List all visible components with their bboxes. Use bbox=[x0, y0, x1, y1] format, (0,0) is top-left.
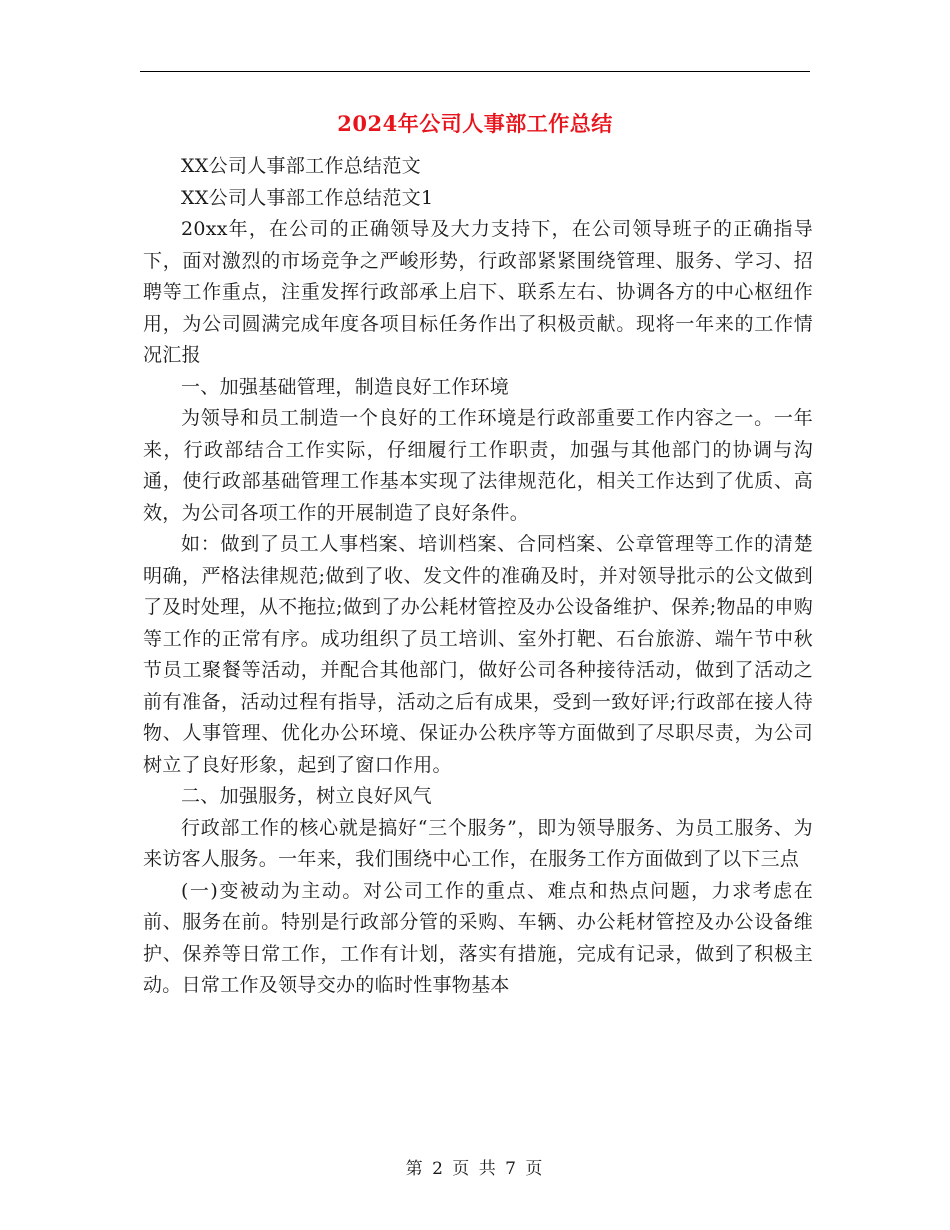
paragraph-section-1: 为领导和员工制造一个良好的工作环境是行政部重要工作内容之一。一年来，行政部结合工作实际，仔细履行工作职责，加强与其他部门的协调与沟通，使行政部基础管理工作基本实现了法律规范化，相关工作达到了优质、高效，为公司各项工作的开展制造了良好条件。 bbox=[143, 407, 813, 524]
paragraph-subtitle-1: XX公司人事部工作总结范文1 bbox=[181, 186, 434, 209]
paragraph-section-1-examples: 如：做到了员工人事档案、培训档案、合同档案、公章管理等工作的清楚明确，严格法律规范;做到了收、发文件的准确及时，并对领导批示的公文做到了及时处理，从不拖拉;做到了办公耗材管控及办公设备维护、保养;物品的申购等工作的正常有序。成功组织了员工培训、室外打靶、石台旅游、端午节中秋节员工聚餐等活动，并配合其他部门，做好公司各种接待活动，做到了活动之前有准备，活动过程有指导，活动之后有成果，受到一致好评;行政部在接人待物、人事管理、优化办公环境、保证办公秩序等方面做到了尽职尽责，为公司树立了良好形象，起到了窗口作用。 bbox=[143, 533, 813, 776]
paragraph-section-2-point-1: (一)变被动为主动。对公司工作的重点、难点和热点问题，力求考虑在前、服务在前。特别是行政部分管的采购、车辆、办公耗材管控及办公设备维护、保养等日常工作，工作有计划，落实有措施，完成有记录，做到了积极主动。日常工作及领导交办的临时性事物基本 bbox=[143, 879, 813, 996]
paragraph-section-2: 行政部工作的核心就是搞好“三个服务”，即为领导服务、为员工服务、为来访客人服务。一年来，我们围绕中心工作，在服务工作方面做到了以下三点 bbox=[143, 816, 813, 870]
header-rule bbox=[140, 71, 810, 72]
section-heading-2: 二、加强服务，树立良好风气 bbox=[181, 785, 432, 807]
page-number: 第 2 页 共 7 页 bbox=[405, 1159, 545, 1179]
document-title: 2024年公司人事部工作总结 bbox=[337, 111, 613, 136]
paragraph-intro: 20xx年，在公司的正确领导及大力支持下，在公司领导班子的正确指导下，面对激烈的市场竞争之严峻形势，行政部紧紧围绕管理、服务、学习、招聘等工作重点，注重发挥行政部承上启下、联系左右、协调各方的中心枢纽作用，为公司圆满完成年度各项目标任务作出了积极贡献。现将一年来的工作情况汇报 bbox=[143, 218, 813, 366]
document-body bbox=[143, 151, 813, 1002]
paragraph-subtitle: XX公司人事部工作总结范文 bbox=[181, 155, 421, 177]
section-heading-1: 一、加强基础管理，制造良好工作环境 bbox=[181, 375, 510, 398]
